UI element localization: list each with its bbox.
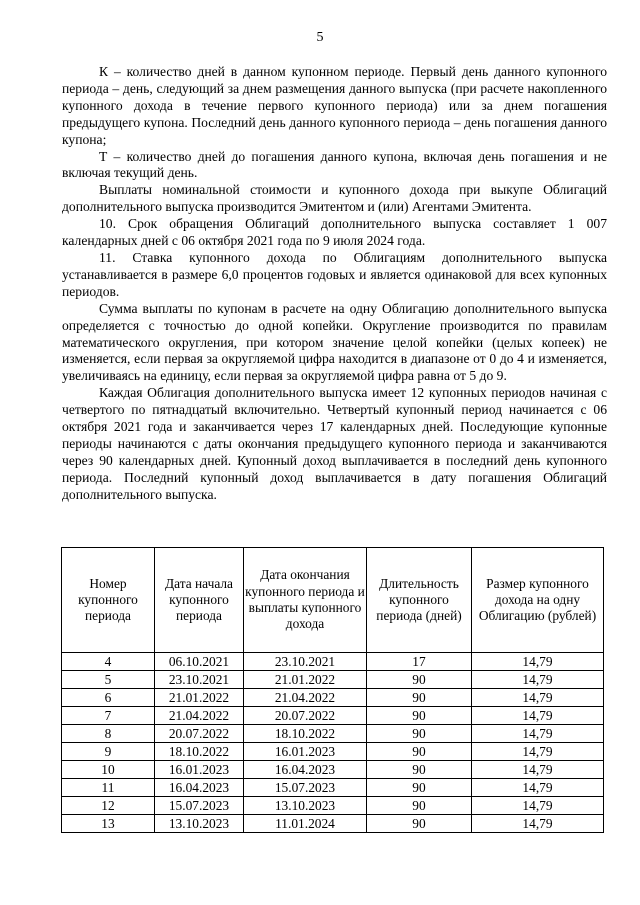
table-row	[62, 779, 604, 797]
cell-coupon-number: 10	[62, 761, 155, 779]
cell-end-date: 20.07.2022	[244, 707, 367, 725]
cell-end-date: 16.01.2023	[244, 743, 367, 761]
cell-end-date: 15.07.2023	[244, 779, 367, 797]
table-row	[62, 815, 604, 833]
header-duration: Длительность купонного периода (дней)	[367, 548, 472, 653]
cell-coupon-amount: 14,79	[472, 797, 604, 815]
cell-end-date: 21.04.2022	[244, 689, 367, 707]
paragraph-k-definition: К – количество дней в данном купонном периоде. Первый день данного купонного периода – день, следующий за днем размещения данного выпуска (при расчете накопленного купонного дохода в течение первого купонного периода) или за днем погашения предыдущего купона. Последний день данного купонного периода – день погашения данного купона;	[62, 64, 607, 147]
paragraph-coupon-rate: 11. Ставка купонного дохода по Облигациям дополнительного выпуска устанавливается в размере 6,0 процентов годовых и является одинаковой для всех купонных периодов.	[62, 249, 607, 299]
cell-duration: 90	[367, 797, 472, 815]
paragraph-circulation-term: 10. Срок обращения Облигаций дополнительного выпуска составляет 1 007 календарных дней с 06 октября 2021 года по 9 июля 2024 года.	[62, 216, 607, 249]
cell-end-date: 21.01.2022	[244, 671, 367, 689]
cell-duration: 90	[367, 725, 472, 743]
cell-coupon-number: 13	[62, 815, 155, 833]
table-row	[62, 743, 604, 761]
cell-start-date: 21.04.2022	[155, 707, 244, 725]
body-text	[62, 64, 607, 504]
header-coupon-amount: Размер купонного дохода на одну Облигацию (рублей)	[472, 548, 604, 653]
cell-coupon-number: 4	[62, 653, 155, 671]
table-row	[62, 653, 604, 671]
coupon-schedule-table	[61, 547, 604, 833]
cell-duration: 17	[367, 653, 472, 671]
cell-coupon-number: 7	[62, 707, 155, 725]
table-row	[62, 689, 604, 707]
table-row	[62, 761, 604, 779]
cell-start-date: 16.01.2023	[155, 761, 244, 779]
paragraph-redemption-payments: Выплаты номинальной стоимости и купонного дохода при выкупе Облигаций дополнительного выпуска производится Эмитентом и (или) Агентами Эмитента.	[62, 182, 607, 215]
cell-duration: 90	[367, 707, 472, 725]
cell-coupon-amount: 14,79	[472, 671, 604, 689]
cell-coupon-number: 12	[62, 797, 155, 815]
cell-coupon-number: 11	[62, 779, 155, 797]
paragraph-rounding-rules: Сумма выплаты по купонам в расчете на одну Облигацию дополнительного выпуска определяется с точностью до одной копейки. Округление производится по правилам математического округления, при котором значение целой копейки (целых копеек) не изменяется, если первая за округляемой цифра находится в диапазоне от 0 до 4 и изменяется, увеличиваясь на единицу, если первая за округляемой цифра равна от 5 до 9.	[62, 300, 607, 384]
cell-coupon-amount: 14,79	[472, 779, 604, 797]
cell-start-date: 20.07.2022	[155, 725, 244, 743]
cell-coupon-amount: 14,79	[472, 689, 604, 707]
table-header-row	[62, 548, 604, 653]
header-start-date: Дата начала купонного периода	[155, 548, 244, 653]
cell-coupon-amount: 14,79	[472, 815, 604, 833]
cell-duration: 90	[367, 779, 472, 797]
cell-coupon-number: 8	[62, 725, 155, 743]
cell-duration: 90	[367, 815, 472, 833]
table-row	[62, 671, 604, 689]
cell-coupon-amount: 14,79	[472, 761, 604, 779]
cell-coupon-number: 6	[62, 689, 155, 707]
cell-coupon-amount: 14,79	[472, 653, 604, 671]
cell-duration: 90	[367, 671, 472, 689]
cell-duration: 90	[367, 689, 472, 707]
paragraph-t-definition: Т – количество дней до погашения данного купона, включая день погашения и не включая текущий день.	[62, 148, 607, 181]
header-coupon-number: Номер купонного периода	[62, 548, 155, 653]
table-row	[62, 725, 604, 743]
table-body	[62, 653, 604, 833]
table-row	[62, 707, 604, 725]
cell-end-date: 13.10.2023	[244, 797, 367, 815]
cell-end-date: 18.10.2022	[244, 725, 367, 743]
header-end-date: Дата окончания купонного периода и выплаты купонного дохода	[244, 548, 367, 653]
cell-start-date: 13.10.2023	[155, 815, 244, 833]
cell-coupon-amount: 14,79	[472, 743, 604, 761]
cell-coupon-number: 5	[62, 671, 155, 689]
table-header	[62, 548, 604, 653]
cell-coupon-amount: 14,79	[472, 707, 604, 725]
cell-coupon-number: 9	[62, 743, 155, 761]
cell-end-date: 23.10.2021	[244, 653, 367, 671]
page-number: 5	[316, 30, 324, 45]
cell-coupon-amount: 14,79	[472, 725, 604, 743]
cell-duration: 90	[367, 761, 472, 779]
table-row	[62, 797, 604, 815]
paragraph-coupon-periods: Каждая Облигация дополнительного выпуска имеет 12 купонных периодов начиная с четвертого по пятнадцатый включительно. Четвертый купонный период начинается с 06 октября 2021 года и заканчивается через 17 календарных дней. Последующие купонные периоды начинаются с даты окончания предыдущего купонного периода и заканчиваются через 90 календарных дней. Купонный доход выплачивается в последний день купонного периода. Последний купонный доход выплачивается в дату погашения Облигаций дополнительного выпуска.	[62, 385, 607, 502]
cell-start-date: 15.07.2023	[155, 797, 244, 815]
cell-end-date: 16.04.2023	[244, 761, 367, 779]
cell-start-date: 21.01.2022	[155, 689, 244, 707]
cell-start-date: 23.10.2021	[155, 671, 244, 689]
cell-start-date: 18.10.2022	[155, 743, 244, 761]
cell-start-date: 06.10.2021	[155, 653, 244, 671]
cell-duration: 90	[367, 743, 472, 761]
cell-start-date: 16.04.2023	[155, 779, 244, 797]
cell-end-date: 11.01.2024	[244, 815, 367, 833]
